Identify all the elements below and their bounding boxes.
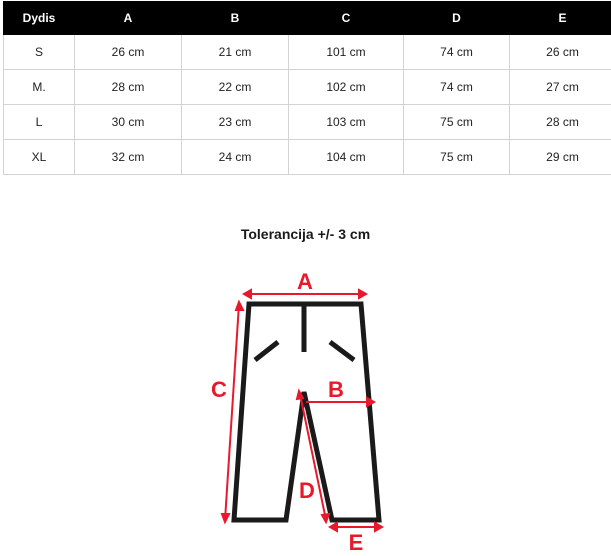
size-cell: L	[4, 105, 75, 140]
table-row	[4, 140, 611, 175]
tolerance-note: Tolerancija +/- 3 cm	[240, 226, 371, 242]
table-row	[4, 105, 611, 140]
header-b: B	[182, 2, 289, 35]
pants-measurement-icon	[200, 262, 420, 556]
label-d: D	[299, 478, 315, 503]
table-cell: 24 cm	[182, 140, 289, 175]
table-cell: 26 cm	[510, 35, 611, 70]
size-cell: M.	[4, 70, 75, 105]
size-chart-table	[3, 1, 611, 175]
header-e: E	[510, 2, 611, 35]
header-a: A	[75, 2, 182, 35]
label-e: E	[348, 530, 364, 555]
size-cell: S	[4, 35, 75, 70]
table-row	[4, 35, 611, 70]
table-cell: 104 cm	[289, 140, 404, 175]
label-c: C	[211, 377, 227, 402]
table-cell: 74 cm	[404, 70, 510, 105]
table-cell: 26 cm	[75, 35, 182, 70]
table-cell: 74 cm	[404, 35, 510, 70]
table-cell: 30 cm	[75, 105, 182, 140]
table-cell: 103 cm	[289, 105, 404, 140]
table-cell: 75 cm	[404, 105, 510, 140]
header-c: C	[289, 2, 404, 35]
label-a: A	[297, 269, 313, 294]
table-header-row	[4, 2, 611, 35]
table-row	[4, 70, 611, 105]
table-cell: 27 cm	[510, 70, 611, 105]
table-cell: 101 cm	[289, 35, 404, 70]
table-cell: 102 cm	[289, 70, 404, 105]
size-cell: XL	[4, 140, 75, 175]
table-cell: 23 cm	[182, 105, 289, 140]
table-cell: 22 cm	[182, 70, 289, 105]
table-cell: 29 cm	[510, 140, 611, 175]
table-cell: 21 cm	[182, 35, 289, 70]
table-cell: 28 cm	[75, 70, 182, 105]
label-b: B	[328, 377, 344, 402]
header-d: D	[404, 2, 510, 35]
pants-details	[255, 306, 354, 360]
header-size: Dydis	[4, 2, 75, 35]
table-cell: 75 cm	[404, 140, 510, 175]
table-cell: 28 cm	[510, 105, 611, 140]
table-cell: 32 cm	[75, 140, 182, 175]
